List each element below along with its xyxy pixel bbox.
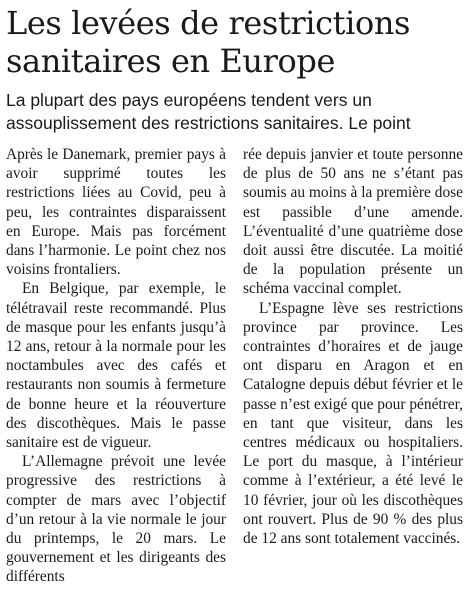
body-columns [6,145,463,587]
standfirst: La plupart des pays européens tendent vers un assouplissement des restrictions sanitaires. Le point [6,90,411,133]
paragraph-espagne: L’Espagne lève ses restrictions province par province. Les contraintes d’horaires et de jauge ont disparu en Aragon et en Catalogne depuis début février et le passe n’est exigé que pour pénétrer, en tant que visiteur, dans les centres médicaux ou hospitaliers. Le port du masque, à l’intérieur comme à l’extérieur, a été levé le 10 février, jour où les discothèques ont rouvert. Plus de 90 % des plus de 12 ans sont totalement vaccinés. [243,299,463,548]
headline: Les levées de restrictions sanitaires en Europe [6,4,411,80]
paragraph-intro: Après le Danemark, premier pays à avoir supprimé toutes les restrictions liées au Covid, peu à peu, les contraintes disparaissent en Europe. Mais pas forcément dans l’harmonie. Le point chez nos voisins frontaliers. [6,146,226,279]
column-right [243,145,463,587]
paragraph-allemagne: L’Allemagne prévoit une levée progressive des restrictions à compter de mars avec l’objectif d’un retour à la vie normale le jour du printemps, le 20 mars. Le gouvernement et les dirigeants des différents [6,453,226,586]
paragraph-belgique: En Belgique, par exemple, le télétravail reste recommandé. Plus de masque pour les enfants jusqu’à 12 ans, retour à la normale pour les noctambules avec des cafés et restaurants non soumis à fermeture de bonne heure et la réouverture des discothèques. Mais le passe sanitaire est de vigueur. [6,280,226,452]
paragraph-allemagne-continued: rée depuis janvier et toute personne de plus de 50 ans ne s’étant pas soumis au moins à la première dose est passible d’une amende. L’éventualité d’une quatrième dose doit aussi être discutée. La moitié de la population présente un schéma vaccinal complet. [243,146,463,298]
column-left [6,145,226,587]
